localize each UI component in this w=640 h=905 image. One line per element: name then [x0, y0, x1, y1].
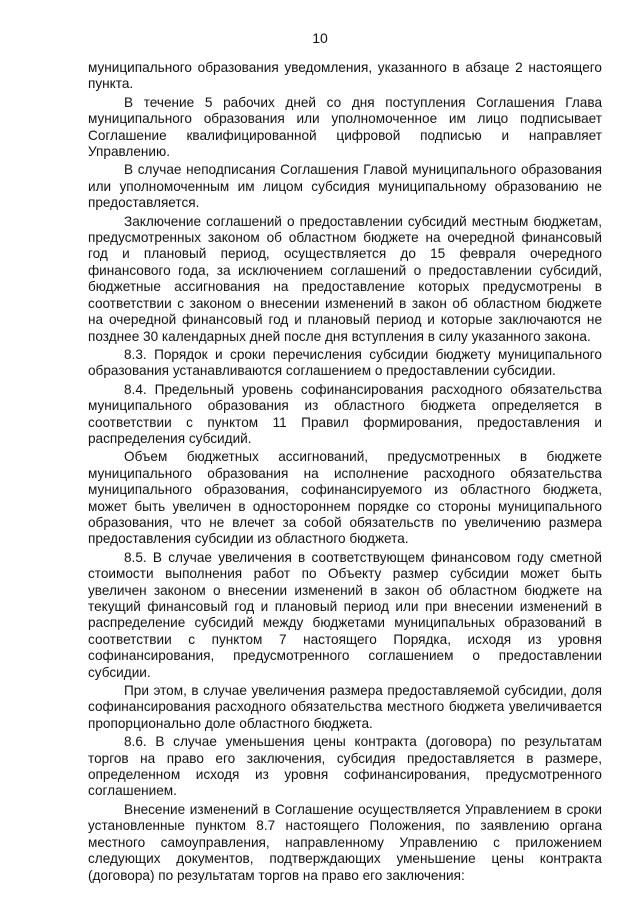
- paragraph-amendments: Внесение изменений в Соглашение осуществляется Управлением в сроки установленные пунктом 8.7 настоящего Положения, по заявлению органа местного самоуправления, направленному Управлению с приложением следующих документов, подтверждающих уменьшение цены контракта (договора) по результатам торгов на право его заключения:: [88, 801, 602, 883]
- page-number: 10: [312, 30, 328, 46]
- paragraph-budget-allocations: Объем бюджетных ассигнований, предусмотренных в бюджете муниципального образования на исполнение расходного обязательства муниципального образования, софинансируемого из областного бюджета, может быть увеличен в одностороннем порядке со стороны муниципального образования, что не влечет за собой обязательств по увеличению размера предоставления субсидии из областного бюджета.: [88, 449, 602, 547]
- paragraph-continuation: муниципального образования уведомления, указанного в абзаце 2 настоящего пункта.: [88, 60, 602, 92]
- paragraph-8-3: 8.3. Порядок и сроки перечисления субсидии бюджету муниципального образования устанавливаются соглашением о предоставлении субсидии.: [88, 346, 602, 379]
- paragraph-8-4: 8.4. Предельный уровень софинансирования расходного обязательства муниципального образования из областного бюджета определяется в соответствии с пунктом 11 Правил формирования, предоставления и распределения субсидий.: [88, 381, 602, 446]
- document-body: [88, 60, 602, 886]
- paragraph-8-6: 8.6. В случае уменьшения цены контракта (договора) по результатам торгов на право его заключения, субсидия предоставляется в размере, определенном исходя из уровня софинансирования, предусмотренного соглашением.: [88, 734, 602, 799]
- paragraph-cofinancing-share: При этом, в случае увеличения размера предоставляемой субсидии, доля софинансирования расходного обязательства местного бюджета увеличивается пропорционально доле областного бюджета.: [88, 683, 602, 731]
- paragraph-not-signed: В случае неподписания Соглашения Главой муниципального образования или уполномоченным им лицом субсидия муниципальному образованию не предоставляется.: [88, 162, 602, 211]
- paragraph-8-5: 8.5. В случае увеличения в соответствующем финансовом году сметной стоимости выполнения работ по Объекту размер субсидии может быть увеличен законом о внесении изменений в закон об областном бюджете на текущий финансовый год и плановый период или при внесении изменений в распределение субсидий между бюджетами муниципальных образований в соответствии с пунктом 7 настоящего Порядка, исходя из уровня софинансирования, предусмотренного соглашением о предоставлении субсидии.: [88, 549, 602, 680]
- paragraph-conclusion-of-agreements: Заключение соглашений о предоставлении субсидий местным бюджетам, предусмотренных законом об областном бюджете на очередной финансовый год и плановый период, осуществляется до 15 февраля очередного финансового года, за исключением соглашений о предоставлении субсидий, бюджетные ассигнования на предоставление которых предусмотрены в соответствии с законом о внесении изменений в закон об областном бюджете на очередной финансовый год и плановый период и которые заключаются не позднее 30 календарных дней после дня вступления в силу указанного закона.: [88, 213, 602, 344]
- paragraph-signing-deadline: В течение 5 рабочих дней со дня поступления Соглашения Глава муниципального образования или уполномоченное им лицо подписывает Соглашение квалифицированной цифровой подписью и направляет Управлению.: [88, 94, 602, 160]
